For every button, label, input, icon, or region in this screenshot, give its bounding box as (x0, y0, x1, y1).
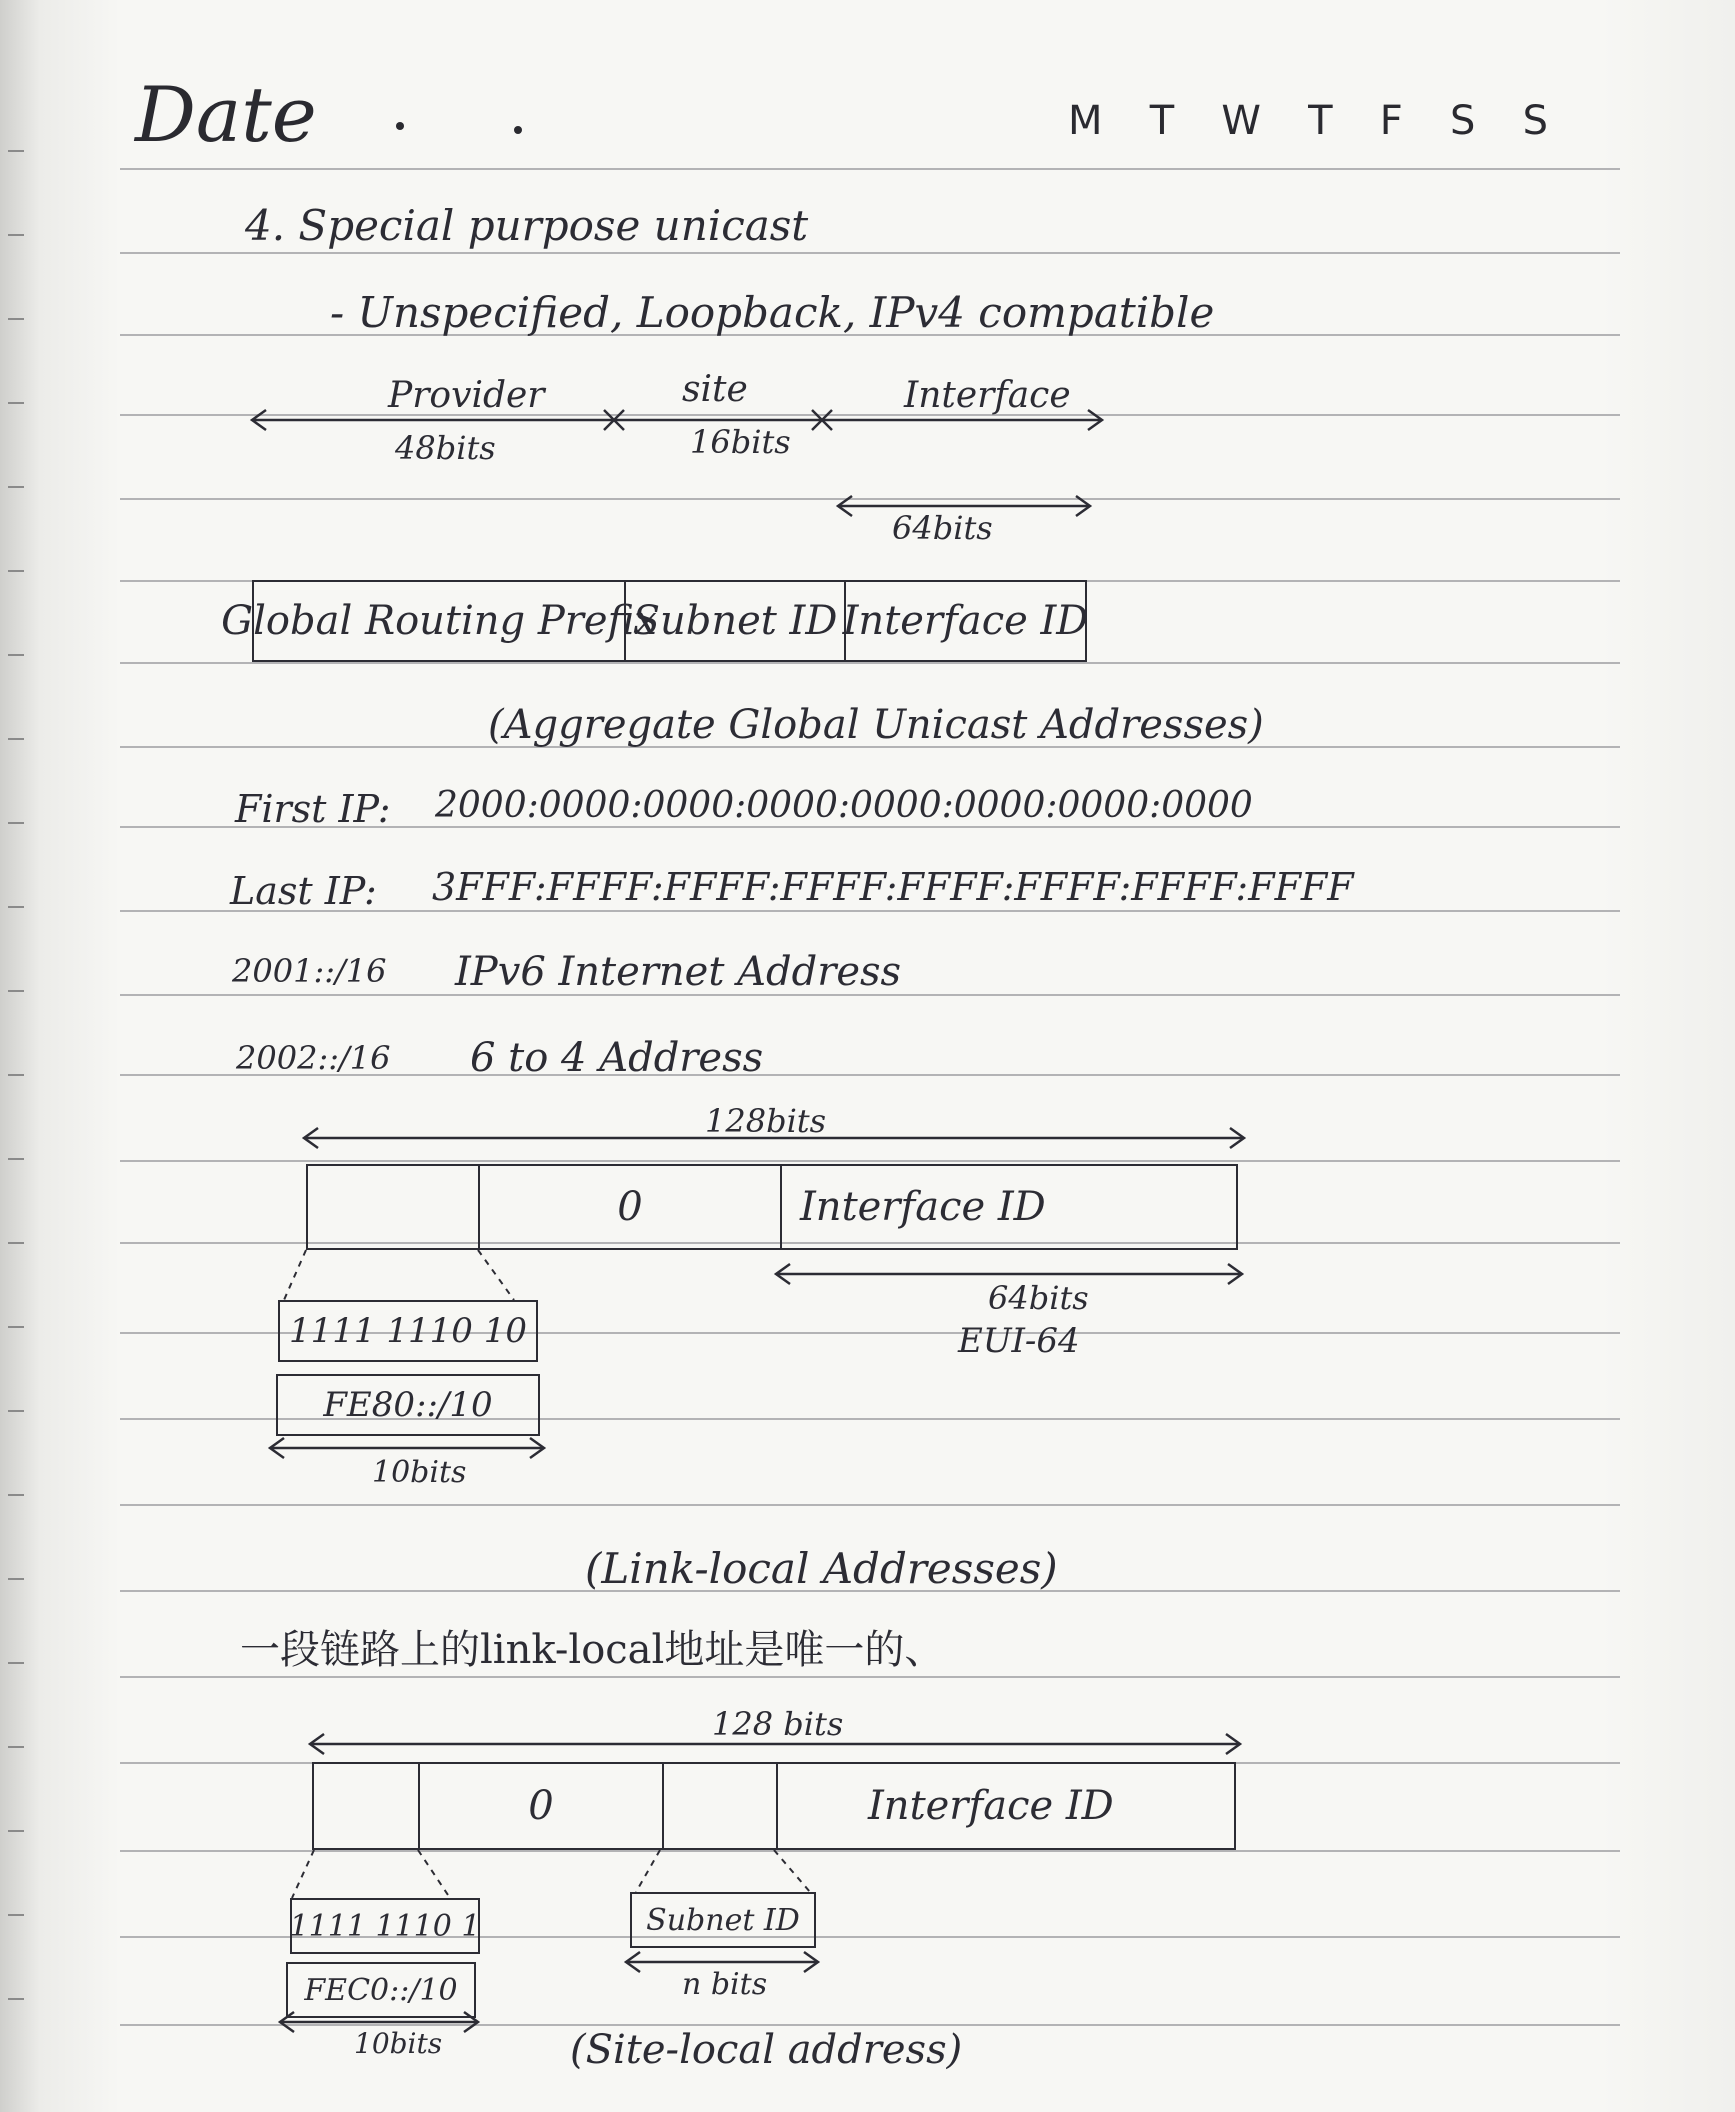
site-local-hex: FEC0::/10 (304, 1972, 458, 2008)
site-local-subnet-bits: n bits (682, 1967, 768, 2002)
site-local-prefix-bits: 10bits (354, 2027, 443, 2060)
site-local-address-table (312, 1762, 1236, 1850)
section-heading: 4. Special purpose unicast (245, 201, 809, 250)
weekday-thu: T (1308, 98, 1333, 144)
link-local-zero-cell: 0 (480, 1166, 782, 1248)
section-subheading: - Unspecified, Loopback, IPv4 compatible (330, 288, 1215, 337)
interface-id-cell: Interface ID (842, 598, 1089, 644)
site-local-binary: 1111 1110 1 (289, 1908, 481, 1944)
weekday-tue: T (1149, 98, 1175, 144)
last-ip-value: 3FFF:FFFF:FFFF:FFFF:FFFF:FFFF:FFFF:FFFF (432, 865, 1354, 909)
site-bits: 16bits (690, 423, 791, 461)
global-routing-prefix-cell: Global Routing Prefix (254, 582, 626, 660)
site-local-hex-box (286, 1962, 476, 2018)
prefix-2001: 2001::/16 (232, 952, 387, 990)
provider-label: Provider (388, 375, 545, 416)
weekday-sat: S (1449, 98, 1476, 144)
weekday-wed: W (1221, 98, 1261, 144)
provider-bits: 48bits (395, 429, 496, 467)
link-local-total-bits: 128bits (705, 1102, 827, 1140)
date-label: Date (135, 70, 317, 159)
weekday-sun: S (1522, 98, 1548, 144)
site-label: site (682, 369, 748, 410)
link-local-binary: 1111 1110 10 (289, 1311, 527, 1351)
link-local-caption: (Link-local Addresses) (585, 1544, 1058, 1593)
link-local-hex: FE80::/10 (323, 1385, 493, 1425)
site-local-subnet-cell (664, 1764, 778, 1848)
weekday-fri: F (1379, 98, 1403, 144)
interface-bits: 64bits (892, 509, 993, 547)
first-ip-label: First IP: (235, 787, 391, 831)
last-ip-label: Last IP: (230, 869, 377, 913)
first-ip-value: 2000:0000:0000:0000:0000:0000:0000:0000 (435, 785, 1253, 826)
global-table-caption: (Aggregate Global Unicast Addresses) (488, 702, 1264, 748)
interface-label: Interface (904, 375, 1071, 416)
site-local-caption: (Site-local address) (570, 2027, 963, 2073)
link-local-eui: EUI-64 (958, 1321, 1080, 1361)
link-local-interface-bits: 64bits (988, 1279, 1089, 1317)
weekday-mon: M (1068, 98, 1103, 144)
site-local-prefix-cell (314, 1764, 420, 1848)
prefix-2001-desc: IPv6 Internet Address (455, 949, 902, 995)
link-local-interface-cell: Interface ID (800, 1184, 1046, 1230)
link-local-note: 一段链路上的link-local地址是唯一的、 (240, 1627, 945, 1673)
site-local-subnet: Subnet ID (646, 1902, 800, 1938)
prefix-2002-desc: 6 to 4 Address (470, 1035, 764, 1081)
site-local-total-bits: 128 bits (712, 1705, 844, 1743)
link-local-prefix-bits: 10bits (372, 1455, 467, 1490)
site-local-interface-cell: Interface ID (868, 1783, 1114, 1829)
prefix-2002: 2002::/16 (236, 1039, 391, 1077)
subnet-id-cell: Subnet ID (626, 582, 846, 660)
site-local-subnet-box (630, 1892, 816, 1948)
site-local-binary-box (290, 1898, 480, 1954)
site-local-zero-cell: 0 (420, 1764, 664, 1848)
